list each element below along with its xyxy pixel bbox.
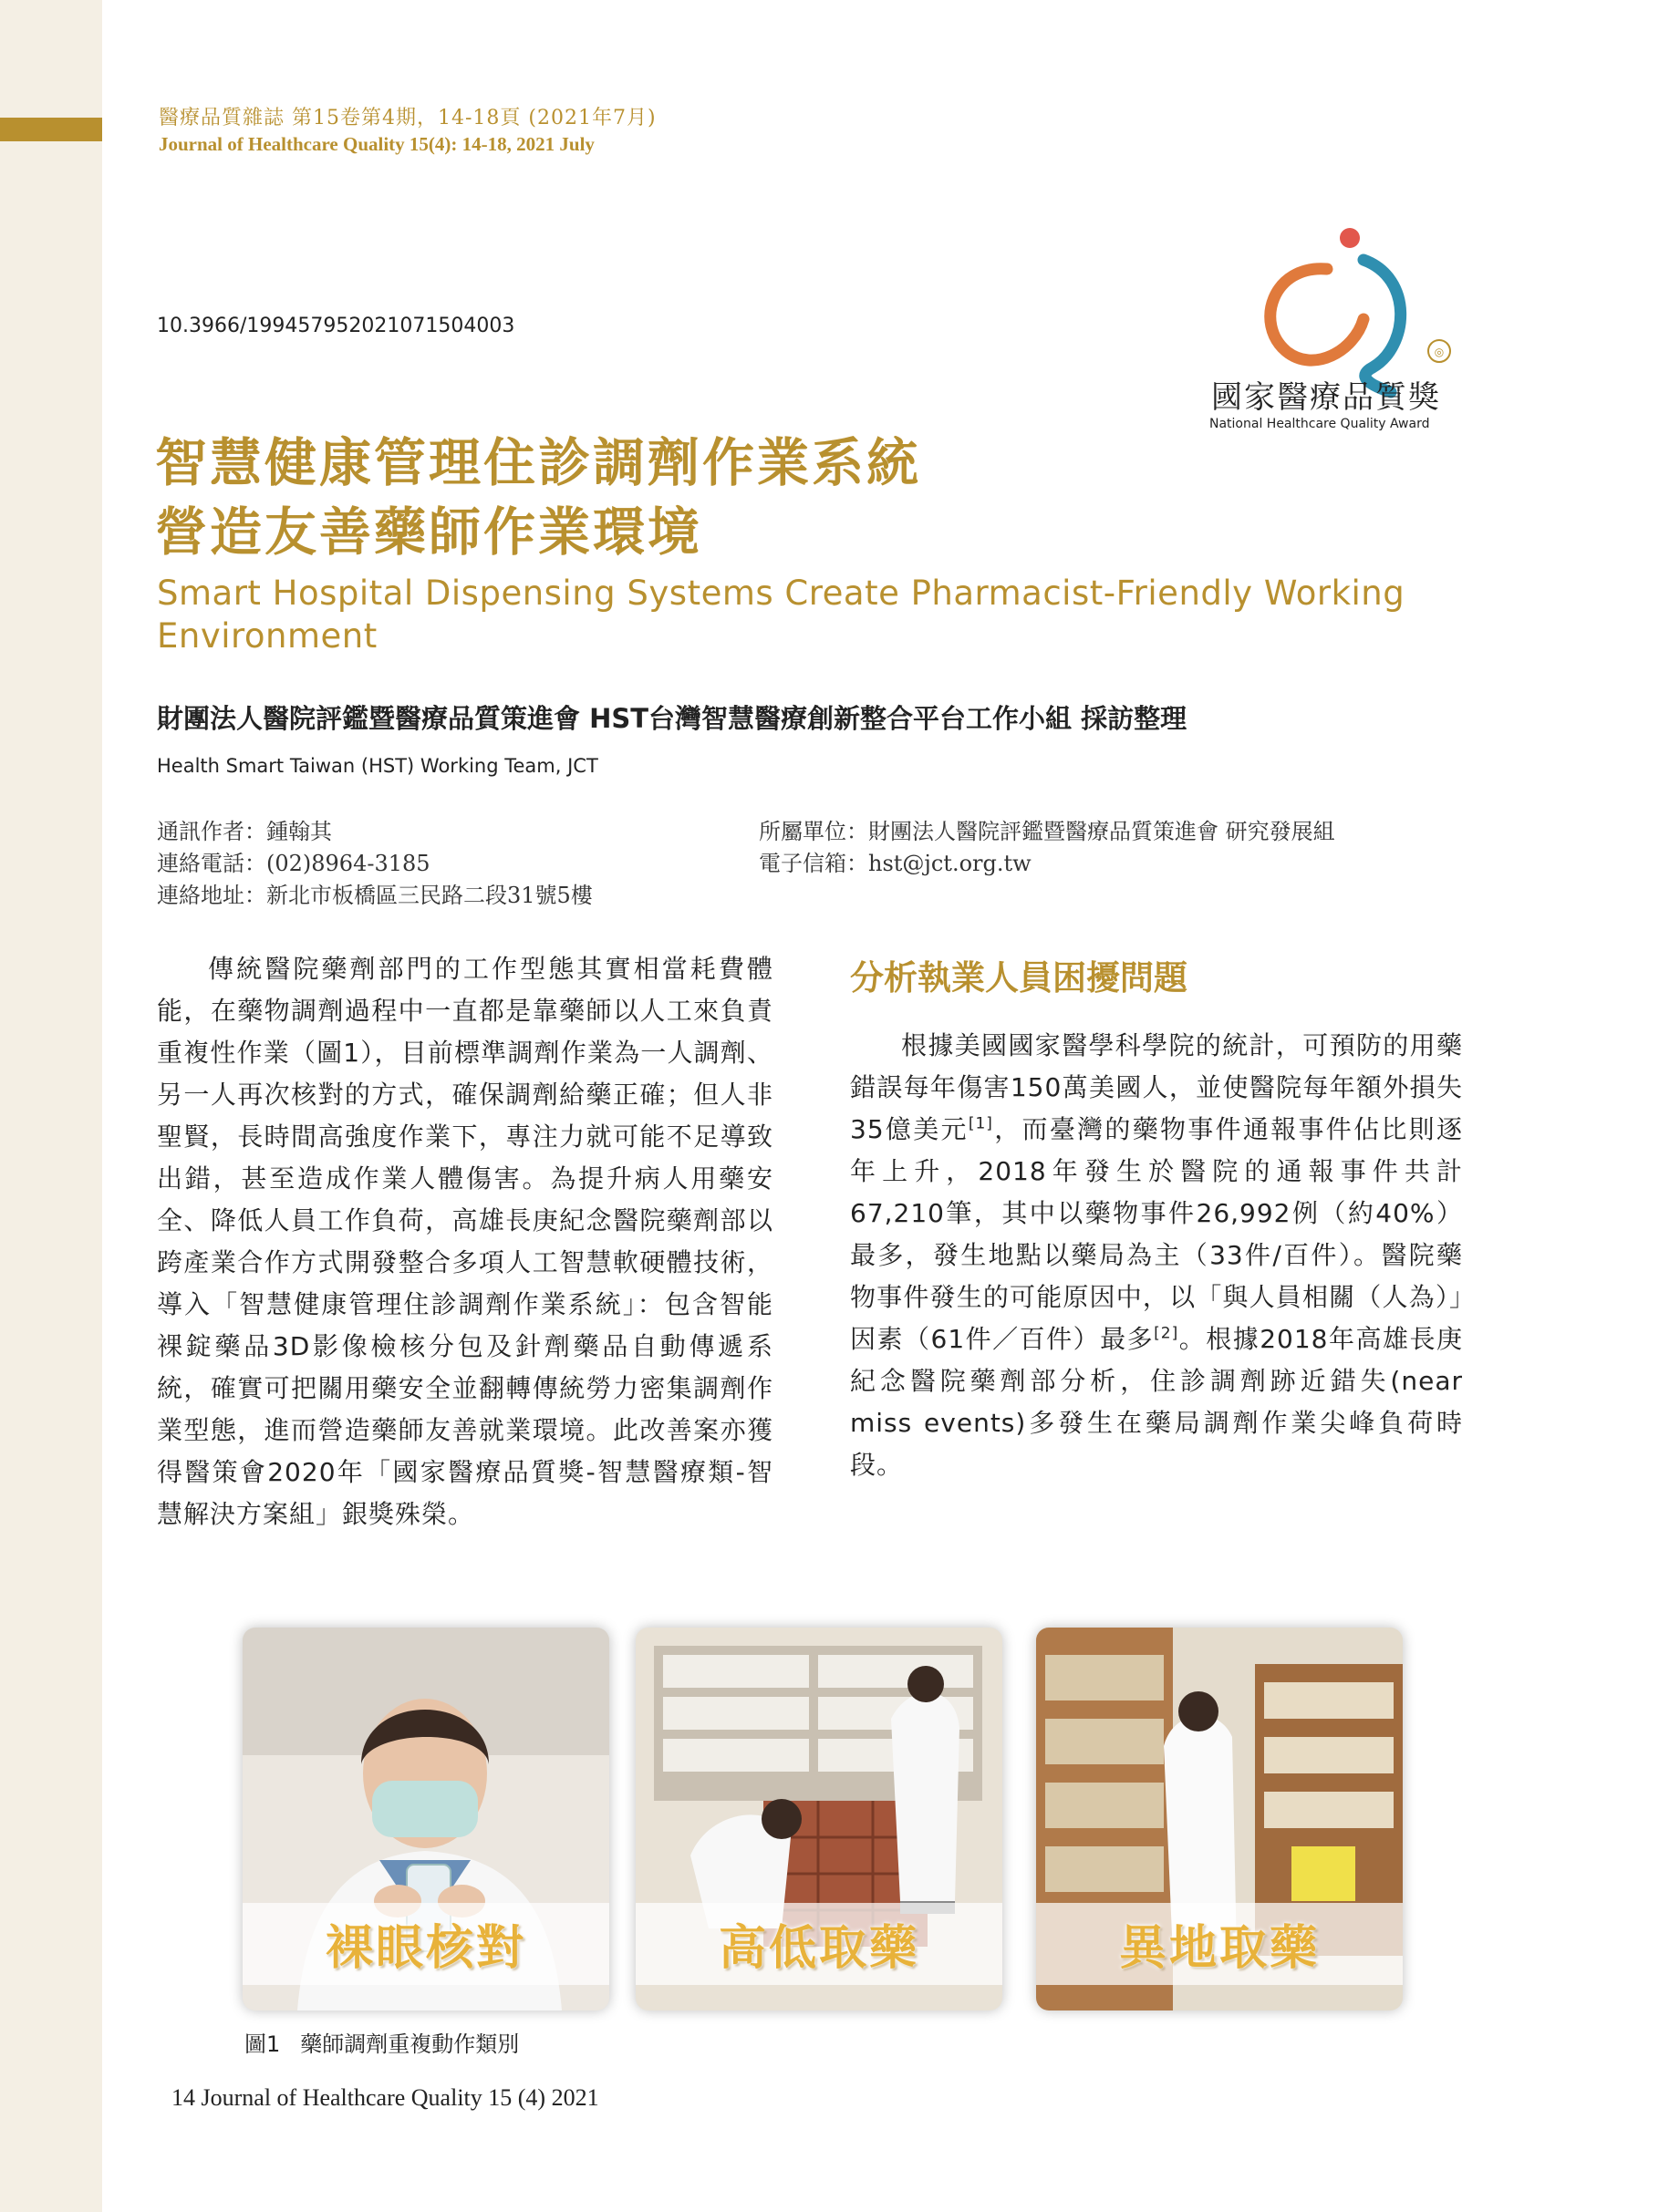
article-title-en: Smart Hospital Dispensing Systems Create Pharmacist-Friendly Working Environment <box>157 574 1405 656</box>
figure-panel-1 <box>243 1628 609 2010</box>
doi: 10.3966/199457952021071504003 <box>157 315 515 337</box>
section-text-1: 根據美國國家醫學科學院的統計，可預防的用藥錯誤每年傷害150萬美國人，並使醫院每年額外損失35億美元 <box>850 1030 1463 1144</box>
section-paragraph <box>850 1025 1463 1486</box>
authors-en: Health Smart Taiwan (HST) Working Team, JCT <box>157 755 598 777</box>
figure-panel-3 <box>1036 1628 1403 2010</box>
panel-label: 異地取藥 <box>1118 1921 1320 1976</box>
svg-text:◎: ◎ <box>1434 346 1445 358</box>
panel-label: 裸眼核對 <box>325 1921 526 1976</box>
journal-header-en: Journal of Healthcare Quality 15(4): 14-18, 2021 July <box>159 133 595 155</box>
reference-1: [1] <box>968 1114 993 1133</box>
corresponding-author: 通訊作者：鍾翰其 <box>157 819 332 844</box>
figure-number: 圖1 <box>244 2031 281 2057</box>
left-margin-band <box>0 0 102 2212</box>
contact-address: 連絡地址：新北市板橋區三民路二段31號5樓 <box>157 883 593 908</box>
contact-email: 電子信箱：hst@jct.org.tw <box>759 851 1032 876</box>
figure-caption-text: 藥師調劑重複動作類別 <box>300 2031 520 2057</box>
intro-paragraph: 傳統醫院藥劑部門的工作型態其實相當耗費體能，在藥物調劑過程中一直都是靠藥師以人工來負責重複性作業（圖1），目前標準調劑作業為一人調劑、另一人再次核對的方式，確保調劑給藥正確；但人非聖賢，長時間高強度作業下，專注力就可能不足導致出錯，甚至造成作業人體傷害。為提升病人用藥安全、降低人員工作負荷，高雄長庚紀念醫院藥劑部以跨產業合作方式開發整合多項人工智慧軟硬體技術，導入「智慧健康管理住診調劑作業系統」：包含智能裸錠藥品3D影像檢核分包及針劑藥品自動傳遞系統，確實可把關用藥安全並翻轉傳統勞力密集調劑作業型態，進而營造藥師友善就業環境。此改善案亦獲得醫策會2020年「國家醫療品質獎-智慧醫療類-智慧解決方案組」銀獎殊榮。 <box>157 954 773 1529</box>
section-heading: 分析執業人員困擾問題 <box>850 958 1187 997</box>
article-title-cn <box>155 429 921 567</box>
header-accent-bar <box>0 118 102 141</box>
panel-label: 高低取藥 <box>718 1921 919 1976</box>
award-name-cn: 國家醫療品質獎 <box>1211 379 1441 416</box>
authors-cn: 財團法人醫院評鑑暨醫療品質策進會 HST台灣智慧醫療創新整合平台工作小組 採訪整理 <box>157 703 1187 734</box>
contact-phone: 連絡電話：(02)8964-3185 <box>157 851 430 876</box>
journal-header-cn: 醫療品質雜誌 第15卷第4期，14-18頁 (2021年7月) <box>159 107 657 129</box>
page-footer: 14 Journal of Healthcare Quality 15 (4) 2021 <box>171 2084 599 2111</box>
section-text-3: 。根據2018年高雄長庚紀念醫院藥劑部分析，住診調劑跡近錯失(near miss events)多發生在藥局調劑作業尖峰負荷時段。 <box>850 1324 1463 1480</box>
award-name-en: National Healthcare Quality Award <box>1209 417 1430 431</box>
figure-caption <box>244 2026 519 2058</box>
section-text-2: ，而臺灣的藥物事件通報事件佔比則逐年上升，2018年發生於醫院的通報事件共計67,210筆，其中以藥物事件26,992例（約40%）最多，發生地點以藥局為主（33件/百件）。醫院藥物事件發生的可能原因中，以「與人員相關（人為）」因素（61件／百件）最多 <box>850 1114 1463 1354</box>
figure-panel-2 <box>636 1628 1002 2010</box>
title-line-2: 營造友善藥師作業環境 <box>155 502 702 563</box>
affiliation: 所屬單位：財團法人醫院評鑑暨醫療品質策進會 研究發展組 <box>759 819 1335 844</box>
contact-block-left <box>157 816 593 912</box>
title-line-1: 智慧健康管理住診調劑作業系統 <box>155 433 921 493</box>
contact-block-right <box>759 816 1335 880</box>
reference-2: [2] <box>1154 1324 1179 1343</box>
